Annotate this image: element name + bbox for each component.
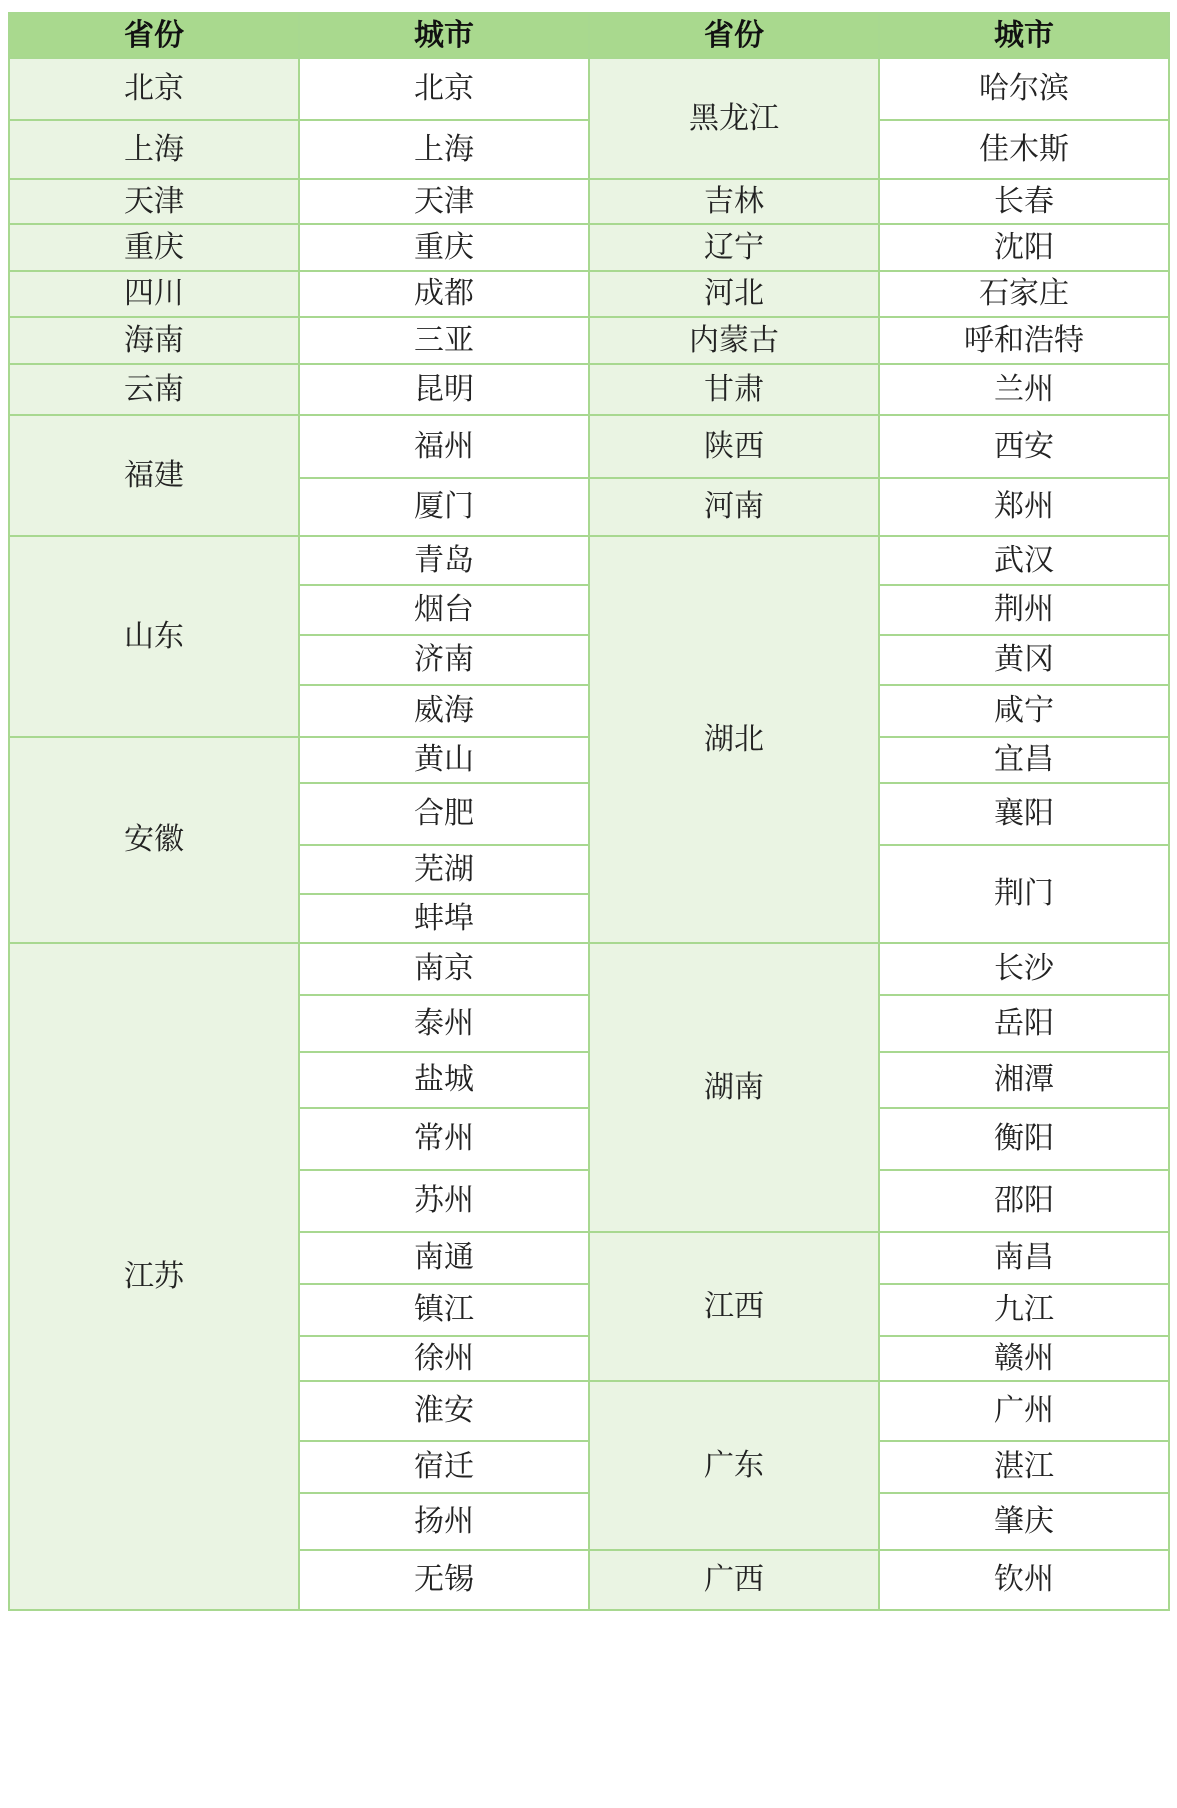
city-cell: 福州 (299, 415, 589, 478)
city-cell: 厦门 (299, 478, 589, 536)
city-cell: 西安 (879, 415, 1169, 478)
city-cell: 淮安 (299, 1381, 589, 1441)
city-cell: 郑州 (879, 478, 1169, 536)
province-cell: 湖南 (589, 943, 879, 1232)
city-cell: 哈尔滨 (879, 58, 1169, 120)
city-cell: 湛江 (879, 1441, 1169, 1493)
table-row (9, 943, 1169, 995)
header-city-left: 城市 (299, 13, 589, 58)
province-cell: 四川 (9, 271, 299, 317)
province-cell: 辽宁 (589, 224, 879, 271)
province-cell: 上海 (9, 120, 299, 179)
header-city-right: 城市 (879, 13, 1169, 58)
city-cell: 长春 (879, 179, 1169, 224)
province-cell: 河南 (589, 478, 879, 536)
city-cell: 岳阳 (879, 995, 1169, 1052)
city-cell: 九江 (879, 1284, 1169, 1336)
city-cell: 兰州 (879, 364, 1169, 415)
province-cell: 内蒙古 (589, 317, 879, 364)
city-cell: 扬州 (299, 1493, 589, 1550)
province-cell: 广东 (589, 1381, 879, 1550)
city-cell: 常州 (299, 1108, 589, 1170)
province-cell: 黑龙江 (589, 58, 879, 179)
header-province-left: 省份 (9, 13, 299, 58)
city-cell: 荆州 (879, 585, 1169, 635)
city-cell: 青岛 (299, 536, 589, 585)
header-row (9, 13, 1169, 58)
city-cell: 苏州 (299, 1170, 589, 1232)
table-row (9, 536, 1169, 585)
province-cell: 甘肃 (589, 364, 879, 415)
city-cell: 宿迁 (299, 1441, 589, 1493)
city-cell: 威海 (299, 685, 589, 737)
city-cell: 北京 (299, 58, 589, 120)
city-cell: 济南 (299, 635, 589, 685)
province-cell: 福建 (9, 415, 299, 536)
province-cell: 吉林 (589, 179, 879, 224)
city-cell: 长沙 (879, 943, 1169, 995)
province-cell: 江苏 (9, 943, 299, 1610)
province-cell: 陕西 (589, 415, 879, 478)
city-cell: 钦州 (879, 1550, 1169, 1610)
table-row (9, 415, 1169, 478)
province-cell: 天津 (9, 179, 299, 224)
city-cell: 盐城 (299, 1052, 589, 1108)
city-cell: 咸宁 (879, 685, 1169, 737)
city-cell: 南通 (299, 1232, 589, 1284)
city-cell: 成都 (299, 271, 589, 317)
table-row (9, 317, 1169, 364)
city-cell: 蚌埠 (299, 894, 589, 943)
city-cell: 呼和浩特 (879, 317, 1169, 364)
city-cell: 荆门 (879, 845, 1169, 943)
province-cell: 云南 (9, 364, 299, 415)
table-row (9, 224, 1169, 271)
city-cell: 镇江 (299, 1284, 589, 1336)
table-row (9, 58, 1169, 120)
city-cell: 湘潭 (879, 1052, 1169, 1108)
city-cell: 重庆 (299, 224, 589, 271)
city-cell: 沈阳 (879, 224, 1169, 271)
city-cell: 三亚 (299, 317, 589, 364)
province-cell: 广西 (589, 1550, 879, 1610)
city-cell: 上海 (299, 120, 589, 179)
city-cell: 佳木斯 (879, 120, 1169, 179)
province-city-table (8, 12, 1170, 1611)
city-cell: 无锡 (299, 1550, 589, 1610)
province-cell: 北京 (9, 58, 299, 120)
city-cell: 芜湖 (299, 845, 589, 894)
city-cell: 武汉 (879, 536, 1169, 585)
province-cell: 河北 (589, 271, 879, 317)
city-cell: 泰州 (299, 995, 589, 1052)
city-cell: 石家庄 (879, 271, 1169, 317)
province-cell: 安徽 (9, 737, 299, 943)
city-cell: 衡阳 (879, 1108, 1169, 1170)
city-cell: 烟台 (299, 585, 589, 635)
province-cell: 重庆 (9, 224, 299, 271)
province-cell: 湖北 (589, 536, 879, 943)
city-cell: 黄山 (299, 737, 589, 783)
table-row (9, 364, 1169, 415)
city-cell: 徐州 (299, 1336, 589, 1381)
city-cell: 广州 (879, 1381, 1169, 1441)
province-cell: 江西 (589, 1232, 879, 1381)
header-province-right: 省份 (589, 13, 879, 58)
city-cell: 南京 (299, 943, 589, 995)
city-cell: 南昌 (879, 1232, 1169, 1284)
city-cell: 襄阳 (879, 783, 1169, 845)
city-cell: 肇庆 (879, 1493, 1169, 1550)
city-cell: 天津 (299, 179, 589, 224)
province-cell: 山东 (9, 536, 299, 737)
city-cell: 赣州 (879, 1336, 1169, 1381)
city-cell: 宜昌 (879, 737, 1169, 783)
city-cell: 合肥 (299, 783, 589, 845)
city-cell: 黄冈 (879, 635, 1169, 685)
city-cell: 邵阳 (879, 1170, 1169, 1232)
city-cell: 昆明 (299, 364, 589, 415)
table-row (9, 179, 1169, 224)
province-cell: 海南 (9, 317, 299, 364)
table-row (9, 271, 1169, 317)
